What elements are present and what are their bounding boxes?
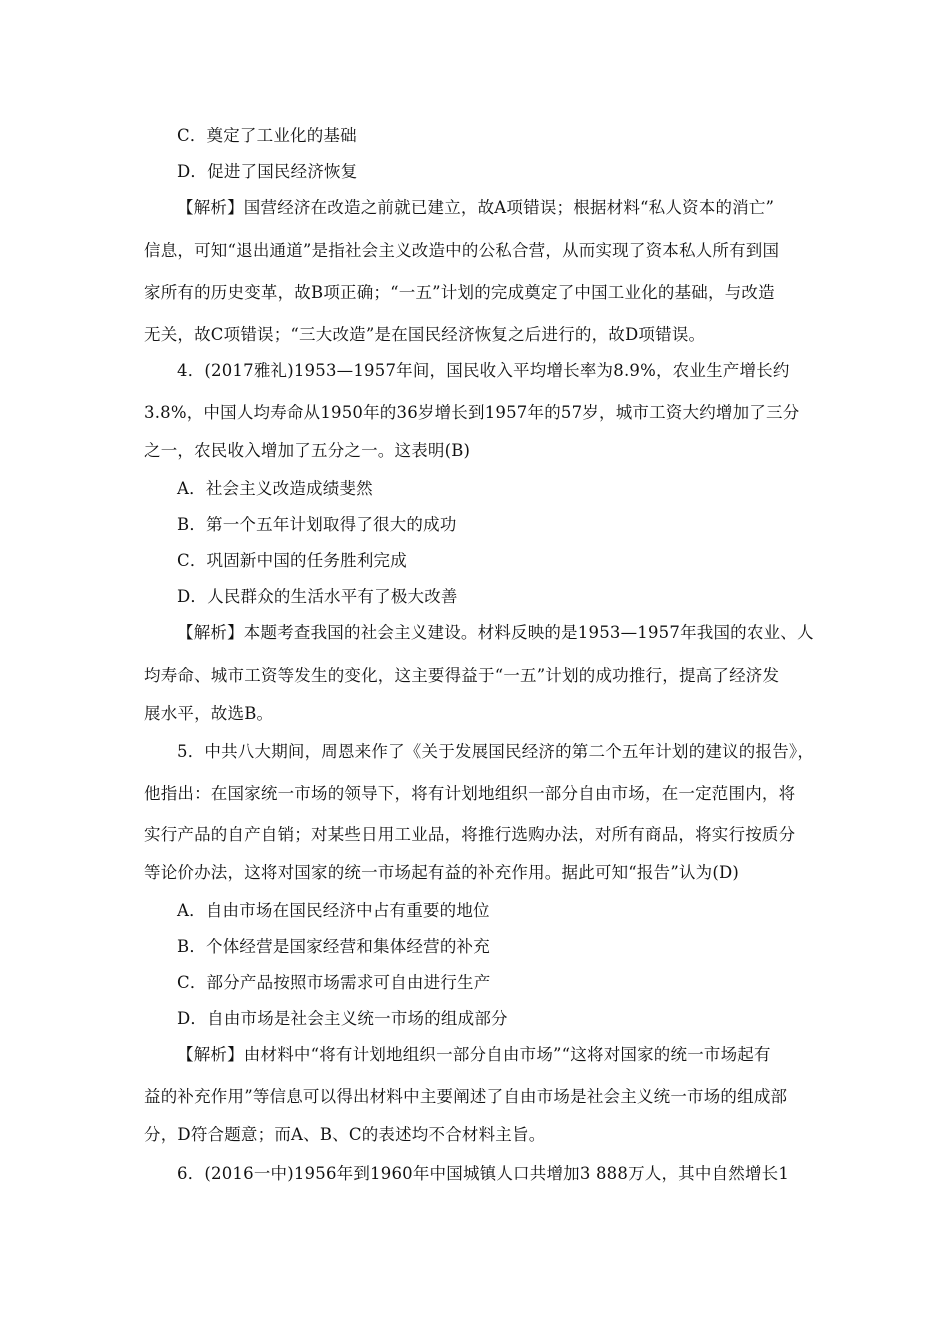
q5-analysis-line: 【解析】由材料中“将有计划地组织一部分自由市场”“这将对国家的统一市场起有: [177, 1045, 771, 1064]
q5-analysis-line: 益的补充作用”等信息可以得出材料中主要阐述了自由市场是社会主义统一市场的组成部: [144, 1087, 788, 1106]
q3-analysis-line: 无关，故C项错误；“三大改造”是在国民经济恢复之后进行的，故D项错误。: [144, 325, 706, 344]
q5-option-a: A．自由市场在国民经济中占有重要的地位: [177, 901, 490, 920]
q6-stem-line: 6．(2016一中)1956年到1960年中国城镇人口共增加3 888万人，其中自然增长1: [177, 1164, 790, 1183]
q4-stem-line: 之一，农民收入增加了五分之一。这表明(B): [144, 441, 471, 460]
q5-analysis-line: 分，D符合题意；而A、B、C的表述均不合材料主旨。: [144, 1125, 546, 1144]
q4-analysis-line: 【解析】本题考查我国的社会主义建设。材料反映的是1953—1957年我国的农业、人: [177, 623, 814, 642]
q3-analysis-line: 信息，可知“退出通道”是指社会主义改造中的公私合营，从而实现了资本私人所有到国: [144, 241, 780, 260]
q5-stem-line: 5．中共八大期间，周恩来作了《关于发展国民经济的第二个五年计划的建议的报告》，: [177, 742, 815, 761]
q4-analysis-line: 均寿命、城市工资等发生的变化，这主要得益于“一五”计划的成功推行，提高了经济发: [144, 666, 780, 685]
q3-analysis-line: 【解析】国营经济在改造之前就已建立，故A项错误；根据材料“私人资本的消亡”: [177, 198, 775, 217]
q5-option-d: D．自由市场是社会主义统一市场的组成部分: [177, 1009, 508, 1028]
q5-stem-line: 他指出：在国家统一市场的领导下，将有计划地组织一部分自由市场，在一定范围内，将: [144, 784, 796, 803]
q4-option-b: B．第一个五年计划取得了很大的成功: [177, 515, 457, 534]
q3-analysis-line: 家所有的历史变革，故B项正确；“一五”计划的完成奠定了中国工业化的基础，与改造: [144, 283, 775, 302]
q3-option-d: D．促进了国民经济恢复: [177, 162, 358, 181]
q5-stem-line: 实行产品的自产自销；对某些日用工业品，将推行选购办法，对所有商品，将实行按质分: [144, 825, 796, 844]
q4-option-d: D．人民群众的生活水平有了极大改善: [177, 587, 458, 606]
q5-option-c: C．部分产品按照市场需求可自由进行生产: [177, 973, 491, 992]
q4-option-a: A．社会主义改造成绩斐然: [177, 479, 373, 498]
q5-option-b: B．个体经营是国家经营和集体经营的补充: [177, 937, 490, 956]
q4-stem-line: 4．(2017雅礼)1953—1957年间，国民收入平均增长率为8.9%，农业生产增长约: [177, 361, 790, 380]
q5-stem-line: 等论价办法，这将对国家的统一市场起有益的补充作用。据此可知“报告”认为(D): [144, 863, 740, 882]
q3-option-c: C．奠定了工业化的基础: [177, 126, 357, 145]
q4-option-c: C．巩固新中国的任务胜利完成: [177, 551, 407, 570]
q4-stem-line: 3.8%，中国人均寿命从1950年的36岁增长到1957年的57岁，城市工资大约增加了三分: [144, 403, 800, 422]
q4-analysis-line: 展水平，故选B。: [144, 704, 274, 723]
